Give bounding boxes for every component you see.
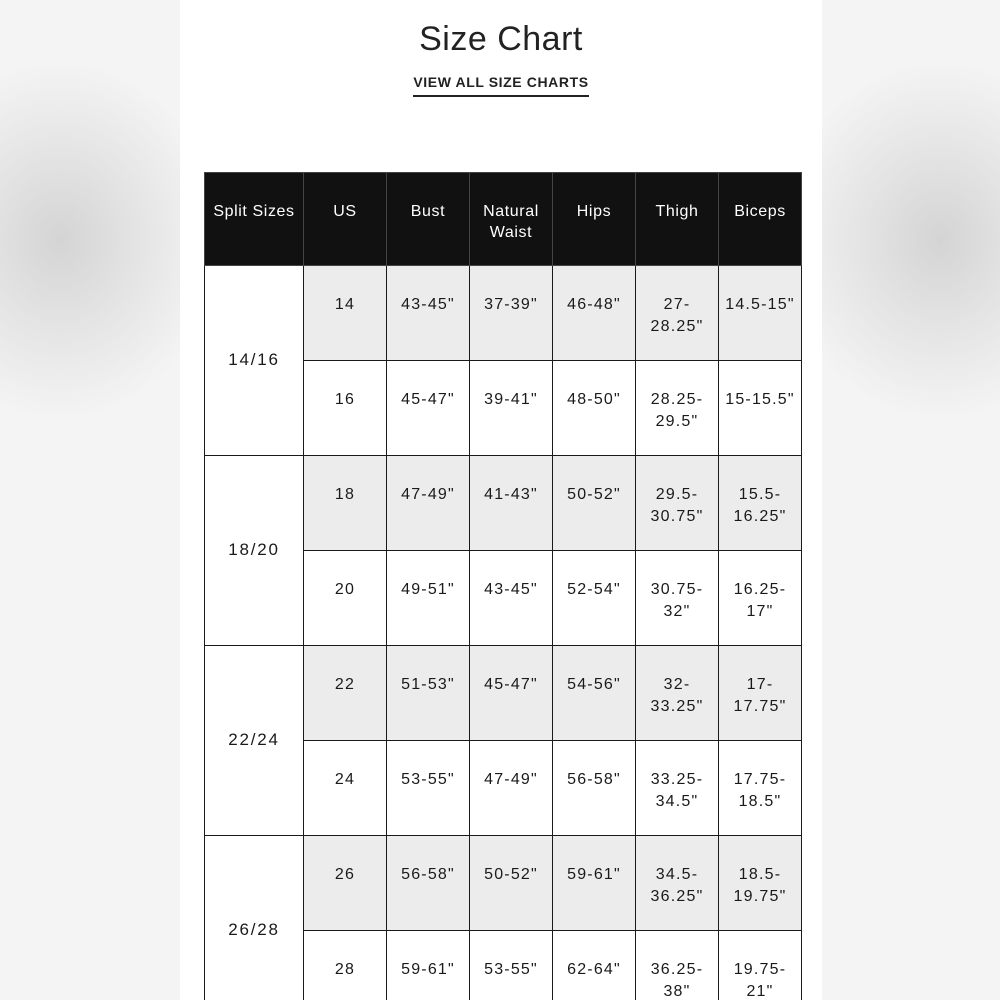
thigh-line1: 32- (663, 676, 691, 693)
split-size-cell: 26/28 (205, 836, 304, 1000)
table-header-row (205, 173, 802, 266)
thigh-line1: 29.5- (655, 486, 699, 503)
thigh-cell (636, 551, 719, 646)
header-us: US (304, 173, 387, 266)
split-size-cell: 18/20 (205, 456, 304, 646)
background-left (0, 0, 180, 1000)
thigh-line2: 38" (663, 983, 691, 1000)
biceps-cell (719, 646, 802, 741)
view-all-link-wrapper (180, 74, 822, 97)
waist-cell: 53-55" (470, 931, 553, 1000)
biceps-cell (719, 266, 802, 361)
thigh-line1: 28.25- (650, 391, 704, 408)
split-size-cell: 14/16 (205, 266, 304, 456)
waist-cell: 50-52" (470, 836, 553, 931)
header-biceps: Biceps (719, 173, 802, 266)
table-row (205, 646, 802, 741)
waist-cell: 39-41" (470, 361, 553, 456)
view-all-size-charts-link[interactable]: VIEW ALL SIZE CHARTS (413, 74, 588, 97)
thigh-cell (636, 741, 719, 836)
header-waist-line1: Natural (483, 203, 539, 220)
thigh-cell (636, 361, 719, 456)
hips-cell: 59-61" (553, 836, 636, 931)
bust-cell: 45-47" (387, 361, 470, 456)
us-cell: 24 (304, 741, 387, 836)
biceps-cell (719, 741, 802, 836)
biceps-cell (719, 931, 802, 1000)
thigh-cell (636, 646, 719, 741)
bust-cell: 59-61" (387, 931, 470, 1000)
biceps-line2: 19.75" (733, 888, 787, 905)
table-row (205, 456, 802, 551)
biceps-cell (719, 361, 802, 456)
biceps-line2: 17" (746, 603, 774, 620)
split-size-cell: 22/24 (205, 646, 304, 836)
biceps-line2: 16.25" (733, 508, 787, 525)
size-table (204, 172, 802, 1000)
biceps-cell (719, 551, 802, 646)
us-cell: 28 (304, 931, 387, 1000)
header-natural-waist (470, 173, 553, 266)
us-cell: 18 (304, 456, 387, 551)
us-cell: 20 (304, 551, 387, 646)
thigh-line2: 34.5" (655, 793, 699, 810)
waist-cell: 41-43" (470, 456, 553, 551)
thigh-line2: 33.25" (650, 698, 704, 715)
thigh-line2: 32" (663, 603, 691, 620)
background-right (820, 0, 1000, 1000)
thigh-line2: 28.25" (650, 318, 704, 335)
us-cell: 14 (304, 266, 387, 361)
bust-cell: 43-45" (387, 266, 470, 361)
thigh-line1: 30.75- (650, 581, 704, 598)
us-cell: 16 (304, 361, 387, 456)
hips-cell: 62-64" (553, 931, 636, 1000)
thigh-line1: 33.25- (650, 771, 704, 788)
hips-cell: 54-56" (553, 646, 636, 741)
biceps-line1: 18.5- (738, 866, 782, 883)
biceps-line2: 21" (746, 983, 774, 1000)
thigh-cell (636, 266, 719, 361)
waist-cell: 45-47" (470, 646, 553, 741)
waist-cell: 37-39" (470, 266, 553, 361)
hips-cell: 52-54" (553, 551, 636, 646)
table-row (205, 266, 802, 361)
waist-cell: 43-45" (470, 551, 553, 646)
thigh-line1: 36.25- (650, 961, 704, 978)
bust-cell: 53-55" (387, 741, 470, 836)
biceps-line2: 17.75" (733, 698, 787, 715)
page-title: Size Chart (419, 20, 583, 58)
biceps-cell (719, 456, 802, 551)
us-cell: 26 (304, 836, 387, 931)
header-hips: Hips (553, 173, 636, 266)
biceps-line1: 17.75- (733, 771, 787, 788)
header-split-sizes: Split Sizes (205, 173, 304, 266)
biceps-line1: 17- (746, 676, 774, 693)
thigh-cell (636, 456, 719, 551)
bust-cell: 56-58" (387, 836, 470, 931)
thigh-line2: 36.25" (650, 888, 704, 905)
bust-cell: 47-49" (387, 456, 470, 551)
thigh-cell (636, 931, 719, 1000)
waist-cell: 47-49" (470, 741, 553, 836)
header-bust: Bust (387, 173, 470, 266)
bust-cell: 51-53" (387, 646, 470, 741)
thigh-line1: 27- (663, 296, 691, 313)
thigh-line2: 29.5" (655, 413, 699, 430)
hips-cell: 48-50" (553, 361, 636, 456)
thigh-line2: 30.75" (650, 508, 704, 525)
hips-cell: 50-52" (553, 456, 636, 551)
bust-cell: 49-51" (387, 551, 470, 646)
biceps-line2: 18.5" (738, 793, 782, 810)
table-row (205, 836, 802, 931)
biceps-line1: 15.5- (738, 486, 782, 503)
thigh-cell (636, 836, 719, 931)
biceps-line1: 19.75- (733, 961, 787, 978)
biceps-line1: 15-15.5" (725, 391, 795, 408)
biceps-cell (719, 836, 802, 931)
hips-cell: 46-48" (553, 266, 636, 361)
hips-cell: 56-58" (553, 741, 636, 836)
size-chart-page (180, 0, 822, 1000)
thigh-line1: 34.5- (655, 866, 699, 883)
header-waist-line2: Waist (489, 224, 533, 241)
biceps-line1: 16.25- (733, 581, 787, 598)
us-cell: 22 (304, 646, 387, 741)
header-thigh: Thigh (636, 173, 719, 266)
biceps-line1: 14.5-15" (725, 296, 795, 313)
